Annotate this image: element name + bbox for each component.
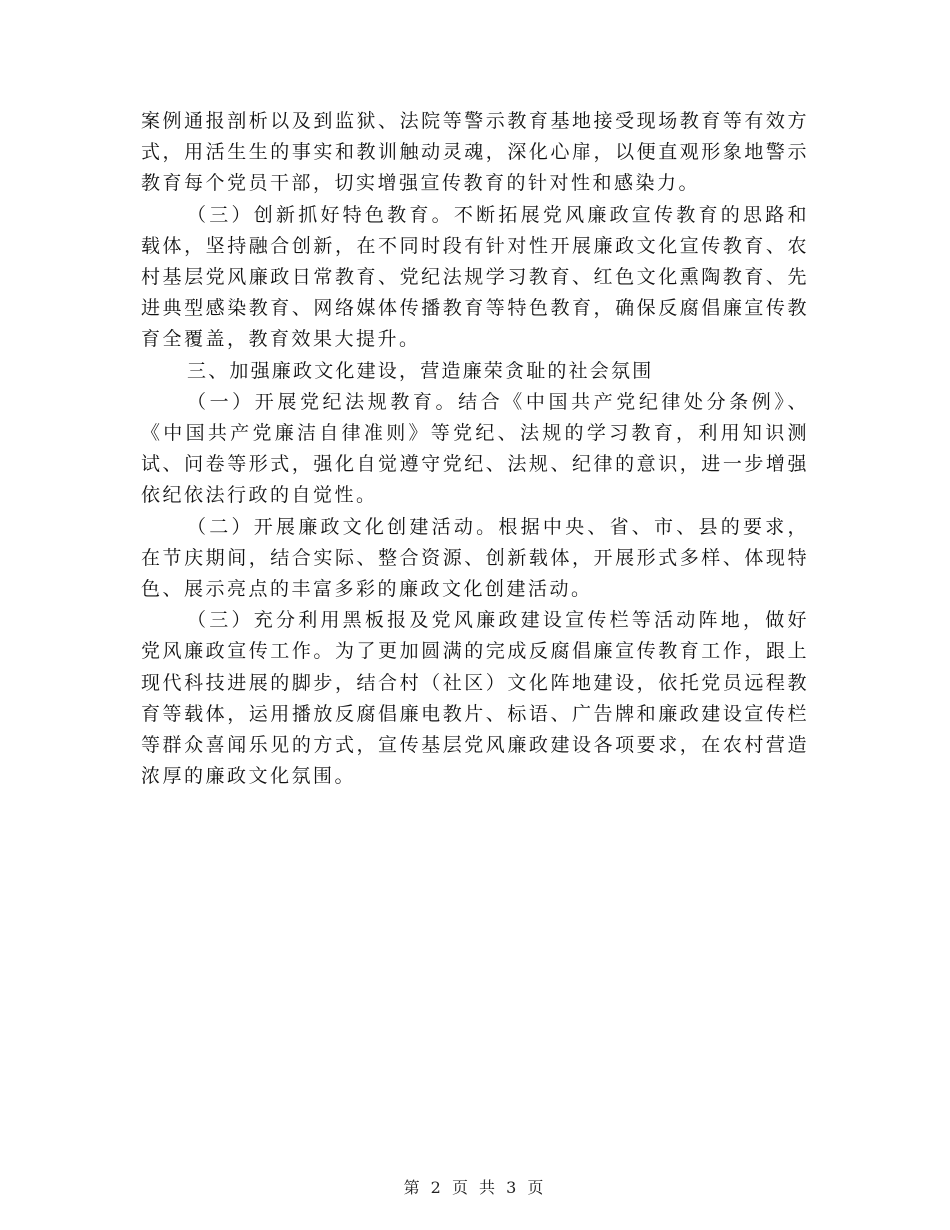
document-body — [141, 106, 809, 792]
paragraph-special-education: （三）创新抓好特色教育。不断拓展党风廉政宣传教育的思路和载体，坚持融合创新，在不同时段有针对性开展廉政文化宣传教育、农村基层党风廉政日常教育、党纪法规学习教育、红色文化熏陶教育、先进典型感染教育、网络媒体传播教育等特色教育，确保反腐倡廉宣传教育全覆盖，教育效果大提升。 — [141, 203, 809, 351]
page-footer: 第 2 页 共 3 页 — [403, 1178, 547, 1197]
paragraph-discipline-education: （一）开展党纪法规教育。结合《中国共产党纪律处分条例》、《中国共产党廉洁自律准则》等党纪、法规的学习教育，利用知识测试、问卷等形式，强化自觉遵守党纪、法规、纪律的意识，进一步增强依纪依法行政的自觉性。 — [141, 390, 809, 507]
section-heading: 三、加强廉政文化建设，营造廉荣贪耻的社会氛围 — [187, 359, 654, 382]
paragraph-publicity-work: （三）充分利用黑板报及党风廉政建设宣传栏等活动阵地，做好党风廉政宣传工作。为了更加圆满的完成反腐倡廉宣传教育工作，跟上现代科技进展的脚步，结合村（社区）文化阵地建设，依托党员远程教育等载体，运用播放反腐倡廉电教片、标语、广告牌和廉政建设宣传栏等群众喜闻乐见的方式，宣传基层党风廉政建设各项要求，在农村营造浓厚的廉政文化氛围。 — [141, 609, 809, 788]
paragraph-continuation: 案例通报剖析以及到监狱、法院等警示教育基地接受现场教育等有效方式，用活生生的事实和教训触动灵魂，深化心扉，以便直观形象地警示教育每个党员干部，切实增强宣传教育的针对性和感染力。 — [141, 110, 809, 195]
paragraph-culture-activities: （二）开展廉政文化创建活动。根据中央、省、市、县的要求，在节庆期间，结合实际、整合资源、创新载体，开展形式多样、体现特色、展示亮点的丰富多彩的廉政文化创建活动。 — [141, 515, 809, 601]
